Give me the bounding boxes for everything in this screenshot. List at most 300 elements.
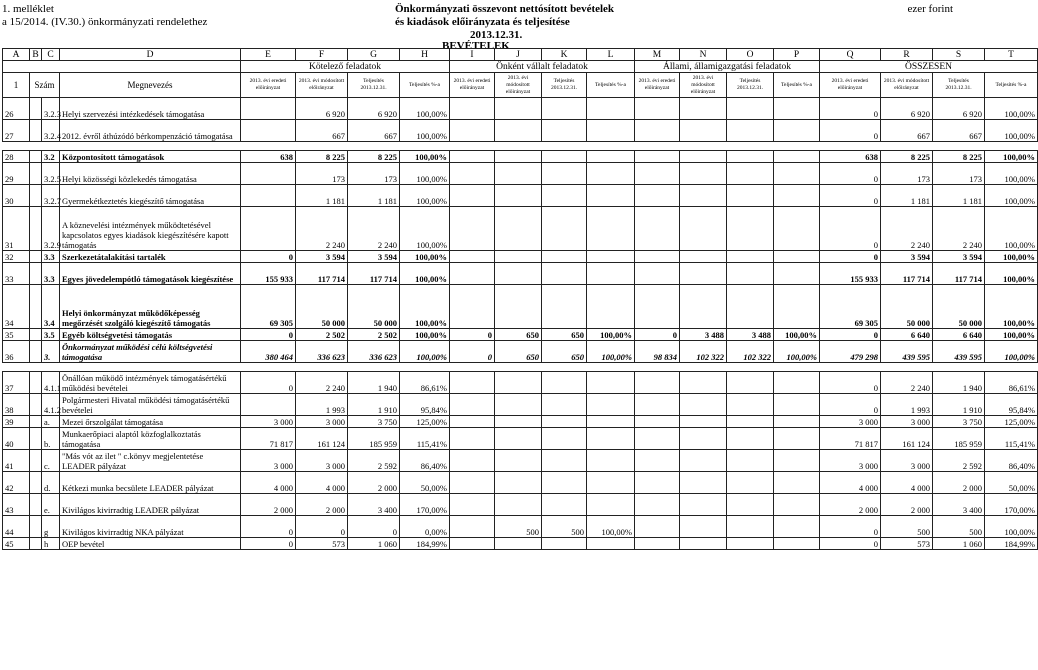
spacer-cell	[635, 142, 680, 151]
value-cell-i	[450, 516, 495, 538]
column-letter: B	[30, 49, 42, 61]
value-cell-m	[635, 98, 680, 120]
value-cell-k	[542, 494, 587, 516]
value-cell-t: 125,00%	[985, 416, 1038, 428]
spacer-cell	[42, 142, 60, 151]
value-cell-p	[774, 416, 820, 428]
value-cell-h: 86,61%	[400, 372, 450, 394]
value-cell-r: 3 000	[881, 450, 933, 472]
spacer-cell	[635, 363, 680, 372]
row-number: 32	[3, 251, 30, 263]
value-cell-q: 0	[820, 163, 881, 185]
value-cell-m	[635, 538, 680, 550]
value-cell-i	[450, 263, 495, 285]
value-cell-j	[495, 450, 542, 472]
value-cell-o	[727, 494, 774, 516]
value-cell-q: 0	[820, 98, 881, 120]
value-cell-e	[241, 120, 296, 142]
row-number: 37	[3, 372, 30, 394]
item-number: 3.3	[42, 251, 60, 263]
value-cell-s: 1 181	[933, 185, 985, 207]
value-cell-i: 0	[450, 341, 495, 363]
value-cell-l	[587, 428, 635, 450]
value-cell-q: 2 000	[820, 494, 881, 516]
value-cell-p: 100,00%	[774, 341, 820, 363]
value-cell-h: 125,00%	[400, 416, 450, 428]
value-cell-f: 2 240	[296, 207, 348, 251]
value-cell-t: 100,00%	[985, 120, 1038, 142]
row-number: 33	[3, 263, 30, 285]
value-cell-g: 336 623	[348, 341, 400, 363]
value-cell-m	[635, 428, 680, 450]
value-cell-g: 1 060	[348, 538, 400, 550]
spacer-cell	[400, 142, 450, 151]
value-cell-s: 2 592	[933, 450, 985, 472]
value-cell-r: 667	[881, 120, 933, 142]
value-cell-i	[450, 494, 495, 516]
value-cell-j	[495, 472, 542, 494]
table-row	[3, 516, 1038, 538]
row-number: 26	[3, 98, 30, 120]
value-cell-e: 4 000	[241, 472, 296, 494]
column-letters	[3, 49, 1038, 61]
table-row	[3, 341, 1038, 363]
value-cell-j	[495, 163, 542, 185]
value-cell-k	[542, 285, 587, 329]
table-row	[3, 472, 1038, 494]
value-cell-e: 380 464	[241, 341, 296, 363]
value-cell-g: 6 920	[348, 98, 400, 120]
header-fulfilment-percent: Teljesítés %-a	[587, 73, 635, 98]
row-number: 39	[3, 416, 30, 428]
value-cell-q: 0	[820, 329, 881, 341]
value-cell-q: 479 298	[820, 341, 881, 363]
value-cell-k	[542, 472, 587, 494]
header-original-appropriation: 2013. évi eredeti előirányzat	[635, 73, 680, 98]
spacer-cell	[881, 142, 933, 151]
document-title: Önkormányzati összevont nettósított bevételek	[395, 3, 615, 15]
value-cell-l	[587, 416, 635, 428]
value-cell-k	[542, 416, 587, 428]
table-row	[3, 416, 1038, 428]
value-cell-h: 100,00%	[400, 263, 450, 285]
value-cell-r: 500	[881, 516, 933, 538]
value-cell-l: 100,00%	[587, 516, 635, 538]
value-cell-t: 115,41%	[985, 428, 1038, 450]
value-cell-q: 0	[820, 394, 881, 416]
report-date: 2013.12.31.	[470, 29, 523, 41]
row-number: 34	[3, 285, 30, 329]
table-row	[3, 450, 1038, 472]
value-cell-l	[587, 372, 635, 394]
spacer-cell	[680, 363, 727, 372]
value-cell-o	[727, 185, 774, 207]
value-cell-h: 100,00%	[400, 151, 450, 163]
value-cell-i	[450, 98, 495, 120]
spacer-cell	[542, 142, 587, 151]
value-cell-p	[774, 98, 820, 120]
value-cell-l	[587, 450, 635, 472]
value-cell-k	[542, 450, 587, 472]
value-cell-o	[727, 163, 774, 185]
value-cell-q: 0	[820, 538, 881, 550]
value-cell-l	[587, 494, 635, 516]
value-cell-n	[680, 185, 727, 207]
spacer-cell	[450, 363, 495, 372]
column-letter: T	[985, 49, 1038, 61]
value-cell-e: 0	[241, 251, 296, 263]
item-name: "Más vót az ilet " c.könyv megjelentetése LEADER pályázat	[60, 450, 241, 472]
header-original-appropriation: 2013. évi eredeti előirányzat	[820, 73, 881, 98]
column-letter: K	[542, 49, 587, 61]
value-cell-p: 100,00%	[774, 329, 820, 341]
group-voluntary: Önként vállalt feladatok	[450, 61, 635, 73]
value-cell-r: 1 993	[881, 394, 933, 416]
value-cell-f: 3 000	[296, 450, 348, 472]
value-cell-g: 2 592	[348, 450, 400, 472]
value-cell-n	[680, 394, 727, 416]
item-number: d.	[42, 472, 60, 494]
value-cell-i	[450, 207, 495, 251]
column-letter: A	[3, 49, 30, 61]
value-cell-t: 100,00%	[985, 163, 1038, 185]
value-cell-j	[495, 428, 542, 450]
value-cell-h: 184,99%	[400, 538, 450, 550]
column-letter: N	[680, 49, 727, 61]
header-fulfilment: Teljesítés 2013.12.31.	[727, 73, 774, 98]
value-cell-e: 0	[241, 329, 296, 341]
value-cell-g: 8 225	[348, 151, 400, 163]
value-cell-e	[241, 207, 296, 251]
value-cell-i	[450, 372, 495, 394]
table-row	[3, 428, 1038, 450]
group-state: Állami, államigazgatási feladatok	[635, 61, 820, 73]
value-cell-q: 155 933	[820, 263, 881, 285]
header-modified-appropriation: 2013. évi módosított előirányzat	[495, 73, 542, 98]
blank-cell	[30, 416, 42, 428]
value-cell-i	[450, 185, 495, 207]
value-cell-f: 667	[296, 120, 348, 142]
value-cell-p	[774, 207, 820, 251]
table-row	[3, 329, 1038, 341]
item-number: 3.2.7	[42, 185, 60, 207]
blank-cell	[30, 251, 42, 263]
value-cell-f: 6 920	[296, 98, 348, 120]
value-cell-n	[680, 263, 727, 285]
value-cell-j	[495, 494, 542, 516]
item-name: Munkaerőpiaci alaptól közfoglalkoztatás támogatása	[60, 428, 241, 450]
column-letter: Q	[820, 49, 881, 61]
value-cell-t: 86,40%	[985, 450, 1038, 472]
value-cell-t: 50,00%	[985, 472, 1038, 494]
blank-cell	[30, 151, 42, 163]
blank-cell	[30, 472, 42, 494]
value-cell-n	[680, 450, 727, 472]
value-cell-j	[495, 251, 542, 263]
blank-cell	[30, 450, 42, 472]
document-subtitle: és kiadások előirányzata és teljesítése	[395, 16, 570, 28]
value-cell-s: 2 000	[933, 472, 985, 494]
spacer-cell	[30, 363, 42, 372]
value-cell-m	[635, 251, 680, 263]
value-cell-o	[727, 538, 774, 550]
spacer-cell	[933, 142, 985, 151]
item-name: 2012. évről áthúzódó bérkompenzáció támogatása	[60, 120, 241, 142]
value-cell-t: 95,84%	[985, 394, 1038, 416]
value-cell-n	[680, 151, 727, 163]
value-cell-s: 3 400	[933, 494, 985, 516]
item-number: 4.1.1	[42, 372, 60, 394]
value-cell-m	[635, 151, 680, 163]
value-cell-m	[635, 163, 680, 185]
value-cell-n	[680, 285, 727, 329]
value-cell-i	[450, 285, 495, 329]
value-cell-g: 3 750	[348, 416, 400, 428]
header-fulfilment-percent: Teljesítés %-a	[774, 73, 820, 98]
spacer-cell	[774, 363, 820, 372]
value-cell-t: 100,00%	[985, 516, 1038, 538]
value-cell-h: 100,00%	[400, 207, 450, 251]
value-cell-h: 170,00%	[400, 494, 450, 516]
value-cell-s: 3 750	[933, 416, 985, 428]
value-cell-t: 100,00%	[985, 251, 1038, 263]
value-cell-f: 3 000	[296, 416, 348, 428]
value-cell-j	[495, 151, 542, 163]
value-cell-e: 0	[241, 516, 296, 538]
header-fulfilment-percent: Teljesítés %-a	[400, 73, 450, 98]
row-number: 28	[3, 151, 30, 163]
value-cell-k	[542, 263, 587, 285]
column-letter: C	[42, 49, 60, 61]
value-cell-p	[774, 538, 820, 550]
table-row	[3, 494, 1038, 516]
value-cell-k	[542, 185, 587, 207]
value-cell-h: 100,00%	[400, 329, 450, 341]
item-number: c.	[42, 450, 60, 472]
value-cell-s: 3 594	[933, 251, 985, 263]
value-cell-s: 6 640	[933, 329, 985, 341]
blank-cell	[30, 285, 42, 329]
table-row	[3, 538, 1038, 550]
value-cell-h: 86,40%	[400, 450, 450, 472]
value-cell-g: 117 714	[348, 263, 400, 285]
value-cell-n	[680, 494, 727, 516]
value-cell-r: 173	[881, 163, 933, 185]
item-name: Kivilágos kivirradtig NKA pályázat	[60, 516, 241, 538]
sub-header-row	[3, 73, 1038, 98]
value-cell-n	[680, 163, 727, 185]
value-cell-h: 100,00%	[400, 341, 450, 363]
blank-cell	[30, 538, 42, 550]
value-cell-o	[727, 251, 774, 263]
row-number: 35	[3, 329, 30, 341]
value-cell-h: 50,00%	[400, 472, 450, 494]
blank-cell	[30, 329, 42, 341]
value-cell-r: 3 594	[881, 251, 933, 263]
value-cell-l	[587, 98, 635, 120]
value-cell-f: 1 181	[296, 185, 348, 207]
header-modified-appropriation: 2013. évi módosított előirányzat	[881, 73, 933, 98]
value-cell-j	[495, 98, 542, 120]
spacer-cell	[60, 363, 241, 372]
item-name: A köznevelési intézmények működtetésével kapcsolatos egyes kiadások kiegészítésére kapott támogatás	[60, 207, 241, 251]
spacer-cell	[680, 142, 727, 151]
value-cell-m	[635, 207, 680, 251]
spacer-cell	[820, 142, 881, 151]
value-cell-s: 2 240	[933, 207, 985, 251]
value-cell-t: 86,61%	[985, 372, 1038, 394]
value-cell-g: 50 000	[348, 285, 400, 329]
value-cell-n	[680, 538, 727, 550]
value-cell-l	[587, 285, 635, 329]
value-cell-r: 3 000	[881, 416, 933, 428]
value-cell-q: 3 000	[820, 416, 881, 428]
spacer-cell	[587, 142, 635, 151]
value-cell-j	[495, 263, 542, 285]
value-cell-o	[727, 120, 774, 142]
table-row	[3, 372, 1038, 394]
value-cell-n	[680, 98, 727, 120]
table-row	[3, 151, 1038, 163]
column-letter: G	[348, 49, 400, 61]
value-cell-e: 69 305	[241, 285, 296, 329]
value-cell-r: 573	[881, 538, 933, 550]
value-cell-j	[495, 538, 542, 550]
value-cell-o	[727, 285, 774, 329]
value-cell-i	[450, 120, 495, 142]
value-cell-q: 71 817	[820, 428, 881, 450]
value-cell-e	[241, 98, 296, 120]
row-number: 41	[3, 450, 30, 472]
value-cell-j	[495, 416, 542, 428]
blank-cell	[30, 207, 42, 251]
table-row	[3, 394, 1038, 416]
value-cell-f: 0	[296, 516, 348, 538]
value-cell-t: 184,99%	[985, 538, 1038, 550]
value-cell-j	[495, 185, 542, 207]
value-cell-e: 0	[241, 372, 296, 394]
value-cell-s: 173	[933, 163, 985, 185]
value-cell-t: 170,00%	[985, 494, 1038, 516]
item-number: h	[42, 538, 60, 550]
value-cell-r: 161 124	[881, 428, 933, 450]
value-cell-r: 50 000	[881, 285, 933, 329]
value-cell-p	[774, 251, 820, 263]
value-cell-f: 2 000	[296, 494, 348, 516]
value-cell-g: 2 502	[348, 329, 400, 341]
item-number: e.	[42, 494, 60, 516]
value-cell-g: 1 940	[348, 372, 400, 394]
table-row	[3, 163, 1038, 185]
column-letter: J	[495, 49, 542, 61]
value-cell-m	[635, 372, 680, 394]
spacer-cell	[241, 363, 296, 372]
value-cell-n: 3 488	[680, 329, 727, 341]
value-cell-f: 573	[296, 538, 348, 550]
value-cell-q: 4 000	[820, 472, 881, 494]
value-cell-g: 2 000	[348, 472, 400, 494]
value-cell-o: 102 322	[727, 341, 774, 363]
table-row	[3, 185, 1038, 207]
value-cell-r: 8 225	[881, 151, 933, 163]
value-cell-t: 100,00%	[985, 341, 1038, 363]
value-cell-n	[680, 372, 727, 394]
value-cell-q: 0	[820, 516, 881, 538]
value-cell-o	[727, 98, 774, 120]
value-cell-g: 1 181	[348, 185, 400, 207]
value-cell-i	[450, 251, 495, 263]
value-cell-o	[727, 416, 774, 428]
value-cell-f: 161 124	[296, 428, 348, 450]
value-cell-o	[727, 428, 774, 450]
value-cell-f: 2 502	[296, 329, 348, 341]
row-number: 40	[3, 428, 30, 450]
value-cell-q: 638	[820, 151, 881, 163]
value-cell-k: 500	[542, 516, 587, 538]
decree-reference: a 15/2014. (IV.30.) önkormányzati rendelethez	[2, 16, 208, 28]
table-row	[3, 251, 1038, 263]
item-name: Mezei őrszolgálat támogatása	[60, 416, 241, 428]
value-cell-g: 173	[348, 163, 400, 185]
header-fulfilment: Teljesítés 2013.12.31.	[933, 73, 985, 98]
value-cell-k	[542, 538, 587, 550]
value-cell-k	[542, 120, 587, 142]
column-letter-row	[3, 49, 1038, 98]
value-cell-m: 0	[635, 329, 680, 341]
value-cell-s: 117 714	[933, 263, 985, 285]
spacer-cell	[495, 363, 542, 372]
value-cell-q: 69 305	[820, 285, 881, 329]
currency-unit: ezer forint	[907, 3, 953, 15]
item-name: Egyéb költségvetési támogatás	[60, 329, 241, 341]
value-cell-j	[495, 372, 542, 394]
column-letter: H	[400, 49, 450, 61]
header-original-appropriation: 2013. évi eredeti előirányzat	[241, 73, 296, 98]
value-cell-m	[635, 450, 680, 472]
value-cell-h: 100,00%	[400, 185, 450, 207]
value-cell-e: 638	[241, 151, 296, 163]
value-cell-i	[450, 450, 495, 472]
row-number: 43	[3, 494, 30, 516]
item-number: 3.2.9	[42, 207, 60, 251]
row-number: 31	[3, 207, 30, 251]
table-row	[3, 263, 1038, 285]
value-cell-j: 500	[495, 516, 542, 538]
value-cell-e	[241, 185, 296, 207]
blank-cell	[30, 428, 42, 450]
spacer-cell	[3, 363, 30, 372]
value-cell-t: 100,00%	[985, 263, 1038, 285]
blank-cell	[30, 494, 42, 516]
header-fulfilment: Teljesítés 2013.12.31.	[348, 73, 400, 98]
value-cell-g: 667	[348, 120, 400, 142]
value-cell-g: 0	[348, 516, 400, 538]
table-row	[3, 98, 1038, 120]
value-cell-h: 100,00%	[400, 285, 450, 329]
value-cell-p	[774, 472, 820, 494]
value-cell-q: 0	[820, 207, 881, 251]
value-cell-f: 2 240	[296, 372, 348, 394]
value-cell-l	[587, 472, 635, 494]
value-cell-t: 100,00%	[985, 151, 1038, 163]
blank-cell	[30, 341, 42, 363]
value-cell-p	[774, 120, 820, 142]
value-cell-r: 2 240	[881, 372, 933, 394]
section-title: BEVÉTELEK	[442, 40, 510, 52]
value-cell-n: 102 322	[680, 341, 727, 363]
value-cell-s: 1 940	[933, 372, 985, 394]
row-number: 42	[3, 472, 30, 494]
